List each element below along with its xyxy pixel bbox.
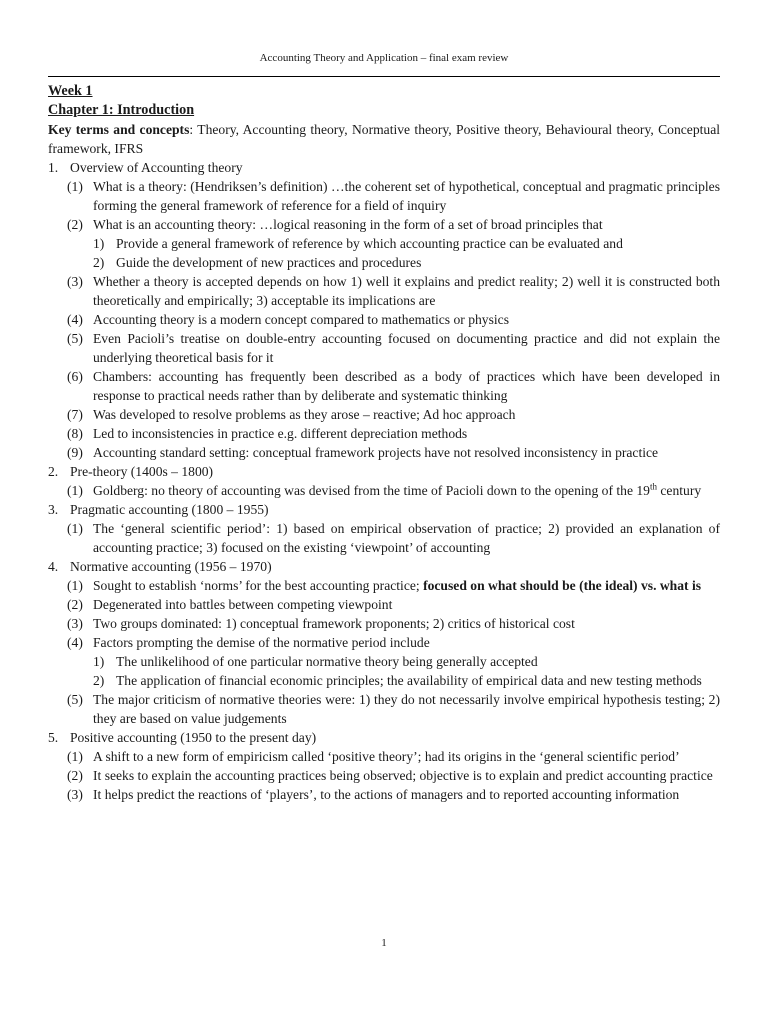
key-terms <box>48 120 720 158</box>
list-item: (7) Was developed to resolve problems as they arose – reactive; Ad hoc approach <box>67 407 516 422</box>
section-heading: 4. Normative accounting (1956 – 1970) <box>48 559 272 574</box>
list-item: (6) Chambers: accounting has frequently been described as a body of practices which have been developed in response to practical needs rather than by deliberate and systematic thinking <box>67 369 720 403</box>
chapter-heading: Chapter 1: Introduction <box>48 102 195 118</box>
list-item: (2) What is an accounting theory: …logical reasoning in the form of a set of broad principles that <box>67 217 603 232</box>
week-heading: Week 1 <box>48 83 93 99</box>
list-item: (1) Sought to establish ‘norms’ for the best accounting practice; focused on what should be (the ideal) vs. what is <box>67 578 702 593</box>
sub-list-item: 2) The application of financial economic principles; the availability of empirical data and new testing methods <box>93 673 702 688</box>
section-heading: 5. Positive accounting (1950 to the present day) <box>48 730 317 745</box>
page-number: 1 <box>381 937 387 949</box>
key-terms-label: Key terms and concepts <box>48 122 190 137</box>
list-item: (1) Goldberg: no theory of accounting was devised from the time of Pacioli down to the opening of the 19th century <box>67 481 702 498</box>
section-heading: 1. Overview of Accounting theory <box>48 160 243 175</box>
header-rule <box>48 76 720 77</box>
sub-list-item: 2) Guide the development of new practices and procedures <box>93 255 422 270</box>
list-item: (4) Factors prompting the demise of the normative period include <box>67 635 430 650</box>
list-item: (5) The major criticism of normative theories were: 1) they do not necessarily involve empirical hypothesis testing; 2) they are based on value judgements <box>67 692 720 726</box>
section-heading: 3. Pragmatic accounting (1800 – 1955) <box>48 502 269 517</box>
list-item: (3) Two groups dominated: 1) conceptual framework proponents; 2) critics of historical cost <box>67 616 575 631</box>
list-item: (8) Led to inconsistencies in practice e.g. different depreciation methods <box>67 426 468 441</box>
sub-list-item: 1) The unlikelihood of one particular normative theory being generally accepted <box>93 654 538 669</box>
document-body <box>48 82 720 804</box>
list-item: (9) Accounting standard setting: conceptual framework projects have not resolved inconsistency in practice <box>67 445 659 460</box>
sub-list-item: 1) Provide a general framework of reference by which accounting practice can be evaluated and <box>93 236 623 251</box>
section-heading: 2. Pre-theory (1400s – 1800) <box>48 464 214 479</box>
list-item: (1) The ‘general scientific period’: 1) based on empirical observation of practice; 2) provided an explanation of accounting practice; 3) focused on the existing ‘viewpoint’ of accounting <box>67 521 720 555</box>
running-header: Accounting Theory and Application – final exam review <box>259 52 509 64</box>
list-item: (2) Degenerated into battles between competing viewpoint <box>67 597 393 612</box>
list-item: (1) What is a theory: (Hendriksen’s definition) …the coherent set of hypothetical, conceptual and pragmatic principles forming the general framework of reference for a field of inquiry <box>67 179 720 213</box>
list-item: (3) It helps predict the reactions of ‘players’, to the actions of managers and to reported accounting information <box>67 787 680 802</box>
key-terms-text: : Theory, Accounting theory, Normative theory, Positive theory, Behavioural theory, Conceptual framework, IFRS <box>48 122 721 156</box>
list-item: (1) A shift to a new form of empiricism called ‘positive theory’; had its origins in the ‘general scientific period’ <box>67 749 680 764</box>
list-item: (2) It seeks to explain the accounting practices being observed; objective is to explain and predict accounting practice <box>67 768 713 783</box>
list-item: (5) Even Pacioli’s treatise on double-entry accounting focused on documenting practice and did not explain the underlying theoretical basis for it <box>67 331 720 365</box>
list-item: (3) Whether a theory is accepted depends on how 1) well it explains and predict reality; 2) well it is constructed both theoretically and empirically; 3) acceptable its implications are <box>67 274 720 308</box>
list-item: (4) Accounting theory is a modern concept compared to mathematics or physics <box>67 312 509 327</box>
